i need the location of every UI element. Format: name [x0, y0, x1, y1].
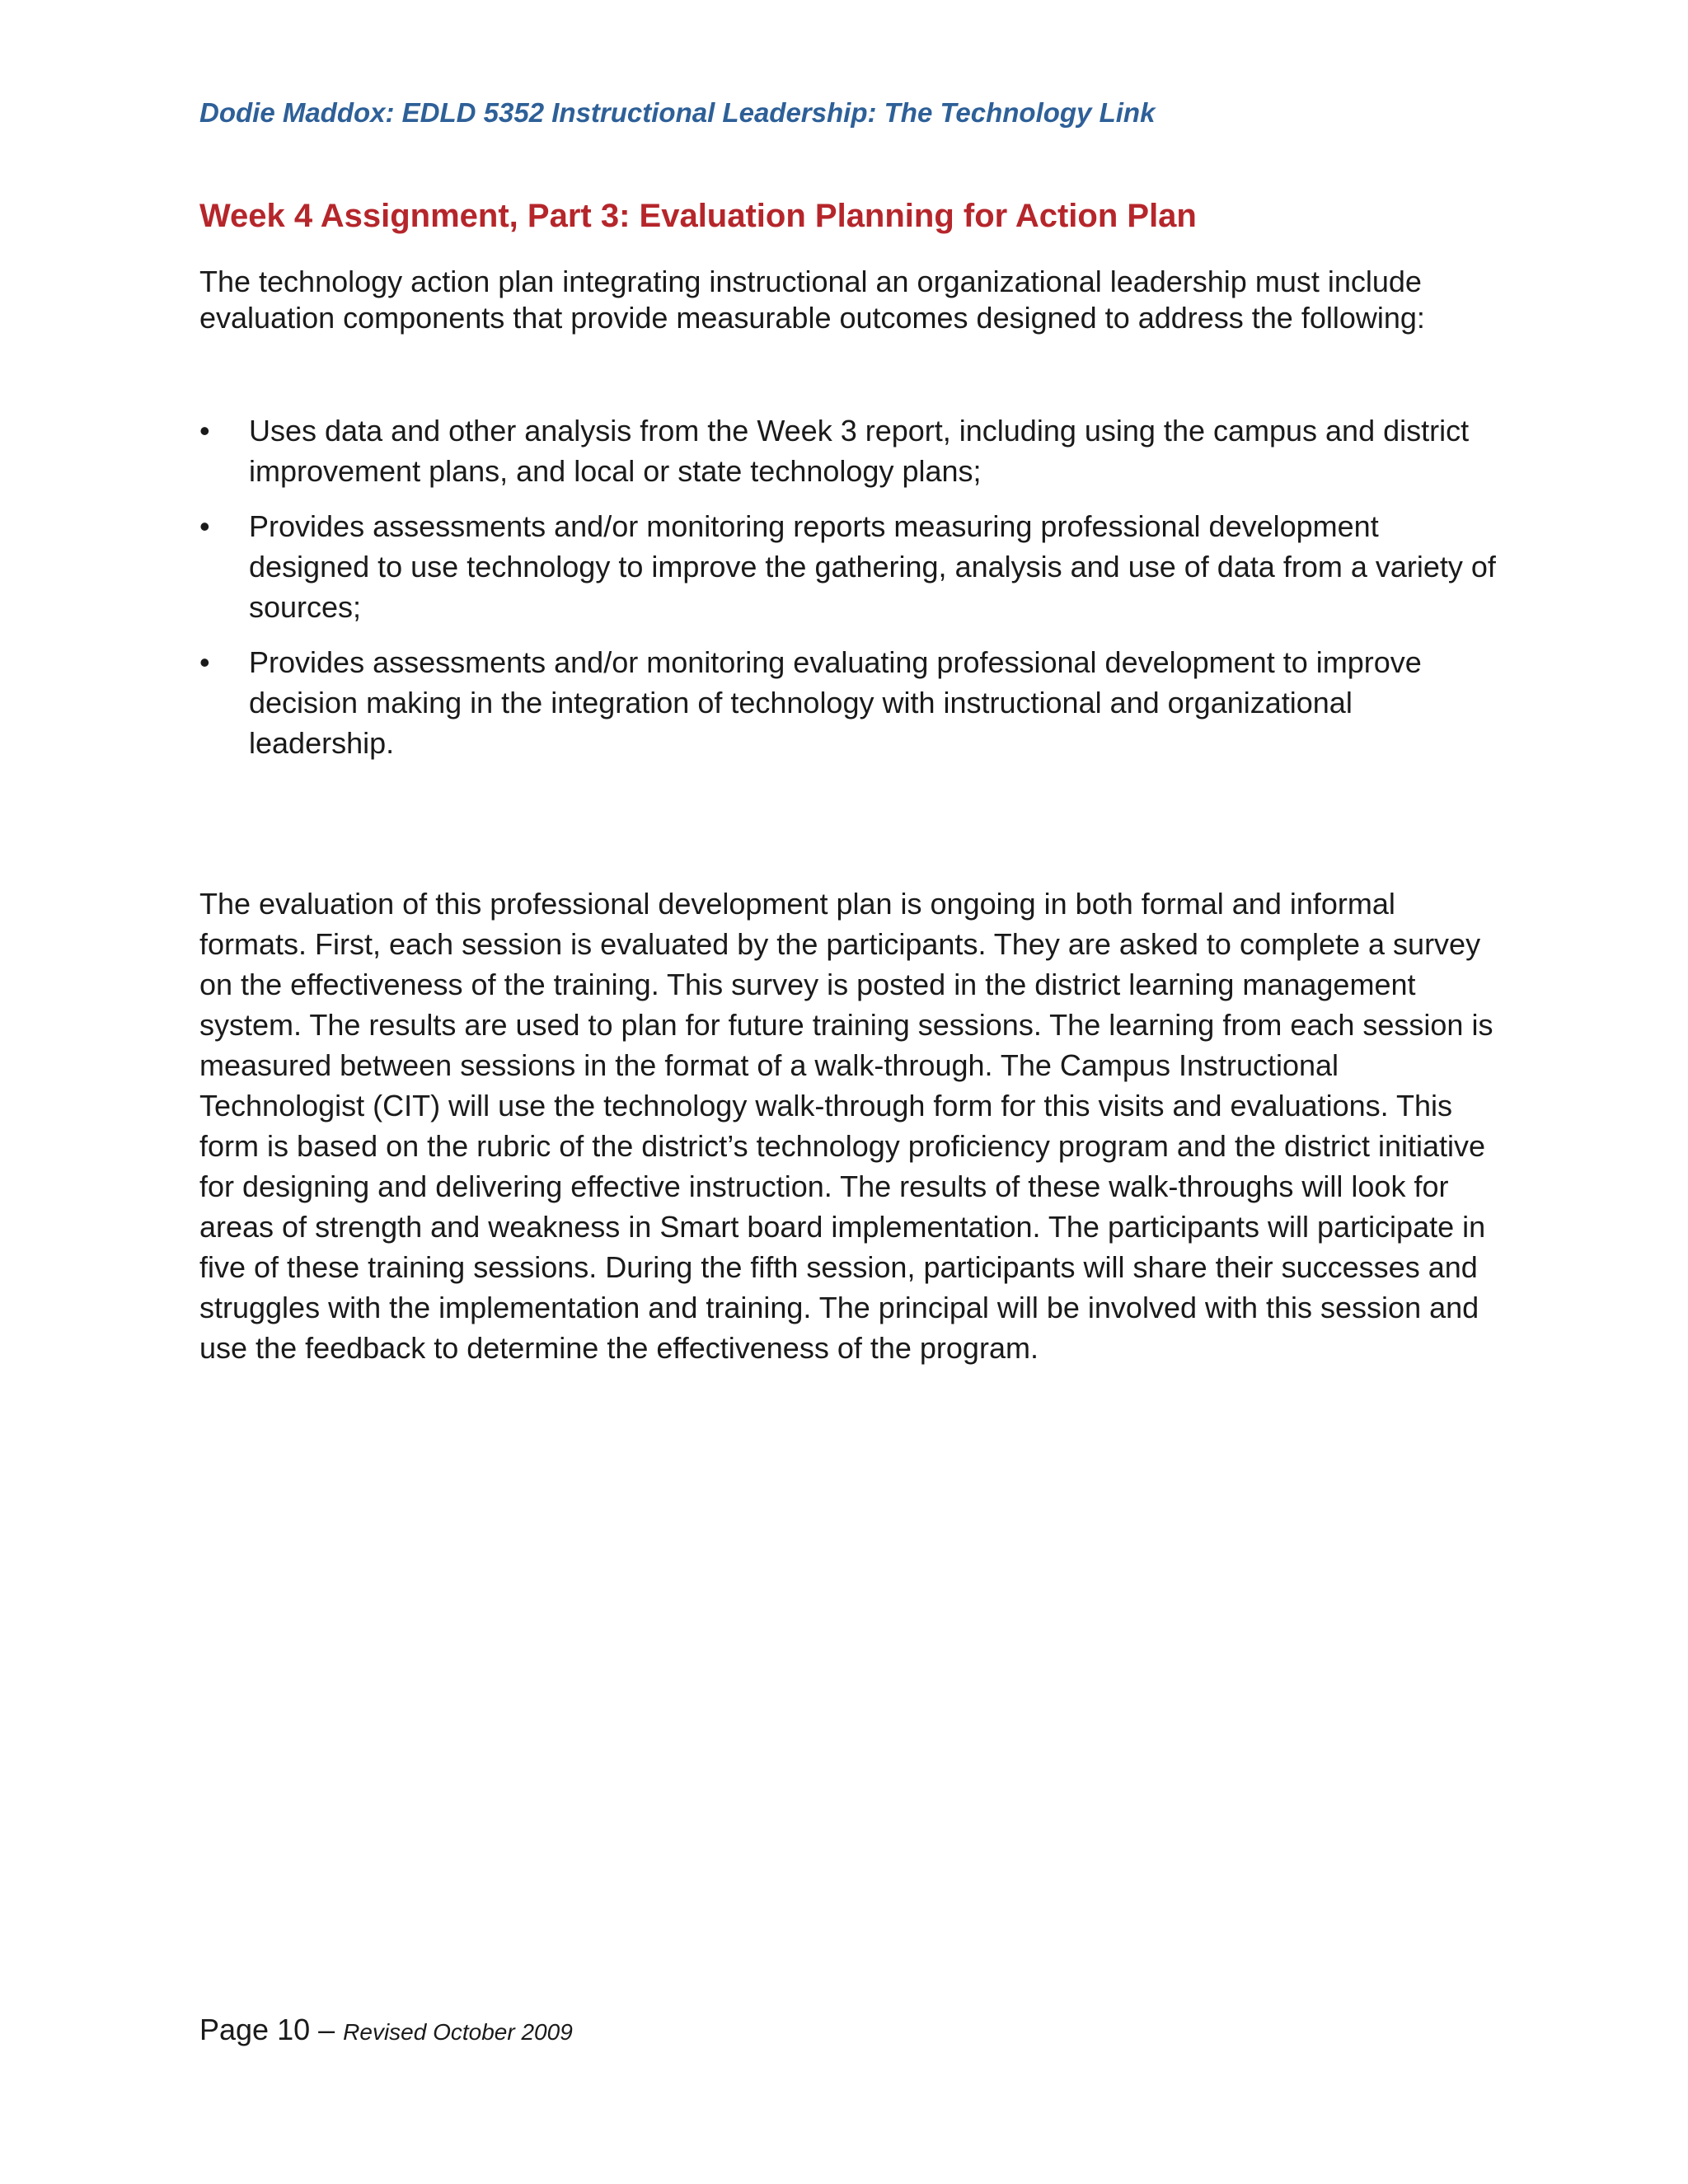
list-item — [199, 506, 1502, 627]
list-item-text: • Provides assessments and/or monitoring evaluating professional development to improve decision making in the integration of technology with instructional and organizational leadership. — [249, 645, 1422, 760]
list-item-text: • Provides assessments and/or monitoring reports measuring professional development designed to use technology to improve the gathering, analysis and use of data from a variety of sources; — [249, 509, 1496, 624]
page-number: Page 10 — [199, 2013, 311, 2046]
running-header: Dodie Maddox: EDLD 5352 Instructional Leadership: The Technology Link — [199, 97, 1156, 128]
evaluation-paragraph: The evaluation of this professional development plan is ongoing in both formal and informal formats. First, each session is evaluated by the participants. They are asked to complete a survey on the effectiveness of the training. This survey is posted in the district learning management system. The results are used to plan for future training sessions. The learning from each session is measured between sessions in the format of a walk-through. The Campus Instructional Technologist (CIT) will use the technology walk-through form for this visits and evaluations. This form is based on the rubric of the district’s technology proficiency program and the district initiative for designing and delivering effective instruction. The results of these walk-throughs will look for areas of strength and weakness in Smart board implementation. The participants will participate in five of these training sessions. During the fifth session, participants will share their successes and struggles with the implementation and training. The principal will be involved with this session and use the feedback to determine the effectiveness of the program. — [199, 887, 1493, 1365]
page-footer — [199, 2013, 573, 2047]
footer-separator: – — [310, 2013, 344, 2046]
list-item — [199, 410, 1502, 491]
intro-paragraph: The technology action plan integrating instructional an organizational leadership must include evaluation components that provide measurable outcomes designed to address the following: — [199, 265, 1425, 335]
assignment-title: Week 4 Assignment, Part 3: Evaluation Planning for Action Plan — [199, 198, 1197, 234]
requirements-list — [199, 410, 1502, 778]
list-item-text: • Uses data and other analysis from the Week 3 report, including using the campus and district improvement plans, and local or state technology plans; — [249, 414, 1470, 488]
revision-date: Revised October 2009 — [343, 2019, 573, 2045]
list-item — [199, 642, 1502, 763]
